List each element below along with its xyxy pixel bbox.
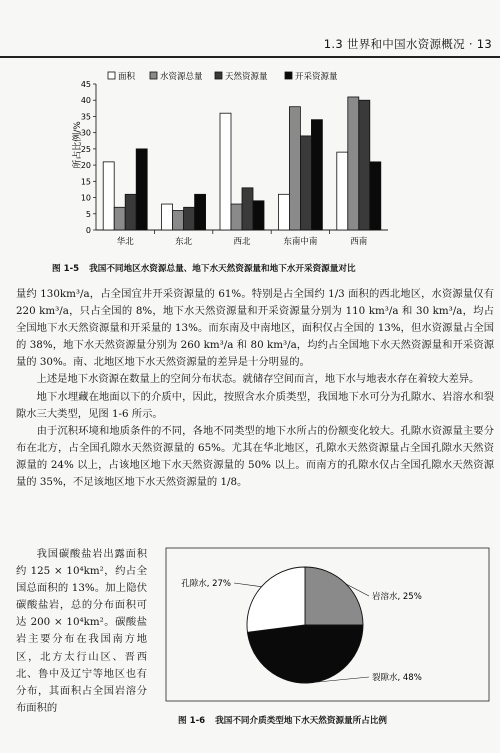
legend-label: 水资源总量 [160, 72, 203, 82]
paragraph-4: 由于沉积环境和地质条件的不同，各地不同类型的地下水所占的份额变化较大。孔隙水资源量主要分布在北方，占全国孔隙水天然资源量的 65%。尤其在华北地区，孔隙水天然资源量占全国孔隙水天然资源量的 24% 以上，占该地区地下水天然资源量的 50% 以上。而南方的孔隙水仅占全国孔隙水天然资源量的 35%，不足该地区地下水天然资源量的 1/8。 [16, 424, 494, 489]
x-tick-label: 东南中南 [283, 237, 318, 247]
pie-slice-2 [247, 567, 305, 632]
pie-slice-label: 岩溶水, 25% [372, 592, 422, 602]
bar-开采资源量-东南中南 [311, 120, 322, 230]
bar-面积-西南 [337, 152, 348, 230]
x-tick-label: 西南 [350, 237, 368, 247]
y-tick-label: 35 [80, 112, 91, 122]
pie-leader-line [346, 584, 369, 596]
x-tick-label: 西北 [233, 237, 251, 247]
section-heading: 1.3 世界和中国水资源概况 · 13 [323, 37, 492, 51]
bar-chart-legend [108, 71, 338, 82]
pie-leader-line [234, 583, 261, 587]
pie-chart-caption-text: 我国不同介质类型地下水天然资源量所占比例 [215, 716, 388, 726]
legend-label: 天然资源量 [225, 72, 268, 82]
bar-chart-caption [52, 262, 356, 274]
x-tick-label: 华北 [116, 237, 134, 247]
bar-开采资源量-西南 [370, 162, 381, 230]
pie-chart-frame [166, 548, 489, 701]
paragraph-3: 地下水埋藏在地面以下的介质中，因此，按照含水介质类型，我国地下水可分为孔隙水、岩溶水和裂隙水三大类型，见图 1-6 所示。 [16, 390, 494, 420]
side-text [16, 546, 147, 717]
bar-水资源总量-东北 [173, 211, 184, 230]
bar-天然资源量-东北 [184, 207, 195, 230]
pie-slice-1 [247, 625, 363, 683]
pie-chart-caption [178, 714, 387, 726]
y-tick-label: 40 [80, 96, 91, 106]
bar-面积-华北 [103, 162, 114, 230]
body-text [16, 286, 494, 491]
y-tick-label: 25 [80, 144, 91, 154]
pie-slice-label: 裂隙水, 48% [372, 673, 422, 683]
bar-chart-y-label: 所占比例/% [73, 121, 83, 169]
bar-面积-西北 [220, 113, 231, 230]
bar-天然资源量-西南 [359, 100, 370, 230]
bar-开采资源量-华北 [136, 149, 147, 230]
bar-面积-东北 [162, 204, 173, 230]
bar-chart-x-axis [117, 230, 368, 247]
bar-chart-caption-text: 我国不同地区水资源总量、地下水天然资源量和地下水开采资源量对比 [89, 264, 356, 274]
bar-天然资源量-西北 [242, 188, 253, 230]
bar-chart-caption-number: 图 1-5 [52, 264, 80, 274]
legend-swatch [108, 72, 115, 79]
bar-水资源总量-西北 [231, 204, 242, 230]
bar-水资源总量-华北 [114, 207, 125, 230]
bar-chart [0, 0, 500, 260]
bar-水资源总量-东南中南 [289, 107, 300, 230]
legend-swatch [150, 72, 157, 79]
y-tick-label: 10 [80, 193, 91, 203]
y-tick-label: 45 [80, 80, 91, 89]
legend-swatch [285, 72, 292, 79]
bar-天然资源量-东南中南 [300, 136, 311, 230]
legend-swatch [215, 72, 222, 79]
bar-水资源总量-西南 [348, 97, 359, 230]
legend-label: 开采资源量 [295, 72, 338, 82]
bar-chart-bars [103, 97, 381, 230]
y-tick-label: 0 [85, 226, 91, 235]
y-tick-label: 15 [80, 177, 91, 187]
bar-开采资源量-西北 [253, 201, 264, 230]
bar-开采资源量-东北 [195, 194, 206, 230]
paragraph-2: 上述是地下水资源在数量上的空间分布状态。就储存空间而言，地下水与地表水存在着较大差异。 [36, 373, 480, 386]
pie-chart-slices [247, 567, 363, 683]
pie-chart-caption-number: 图 1-6 [178, 716, 206, 726]
bar-面积-东南中南 [278, 194, 289, 230]
pie-slice-label: 孔隙水, 27% [181, 579, 231, 589]
legend-label: 面积 [118, 72, 136, 82]
bar-天然资源量-华北 [125, 194, 136, 230]
pie-chart-labels [181, 578, 422, 683]
paragraph-1: 量约 130km³/a，占全国宜井开采资源量的 61%。特别是占全国约 1/3 面积的西北地区，水资源量仅有 220 km³/a，只占全国的 8%，地下水天然资源量和开采资源量分别为 110 km³/a 和 30 km³/a，均占全国地下水天然资源量和开采量的 13%。而东南及中南地区，面积仅占全国的 13%，但水资源量占全国的 38%，地下水天然资源量分别为 260 km³/a 和 80 km³/a，均约占全国地下水天然资源量和开采资源量的 30%。南、北地区地下水天然资源量的差异是十分明显的。 [16, 288, 494, 369]
pie-leader-line [309, 677, 369, 683]
x-tick-label: 东北 [175, 237, 193, 247]
y-tick-label: 20 [80, 161, 91, 171]
paragraph-5: 我国碳酸盐岩出露面积约 125 × 10⁴km²，约占全国总面积的 13%。加上隐伏碳酸盐岩，总的分布面积可达 200 × 10⁴km²。碳酸盐岩主要分布在我国南方地区，北方太行山区、晋西北、鲁中及辽宁等地区也有分布，其面积占全国岩溶分布面积的 [16, 548, 147, 714]
pie-slice-0 [305, 567, 363, 625]
y-tick-label: 30 [80, 128, 91, 138]
y-tick-label: 5 [85, 209, 91, 219]
